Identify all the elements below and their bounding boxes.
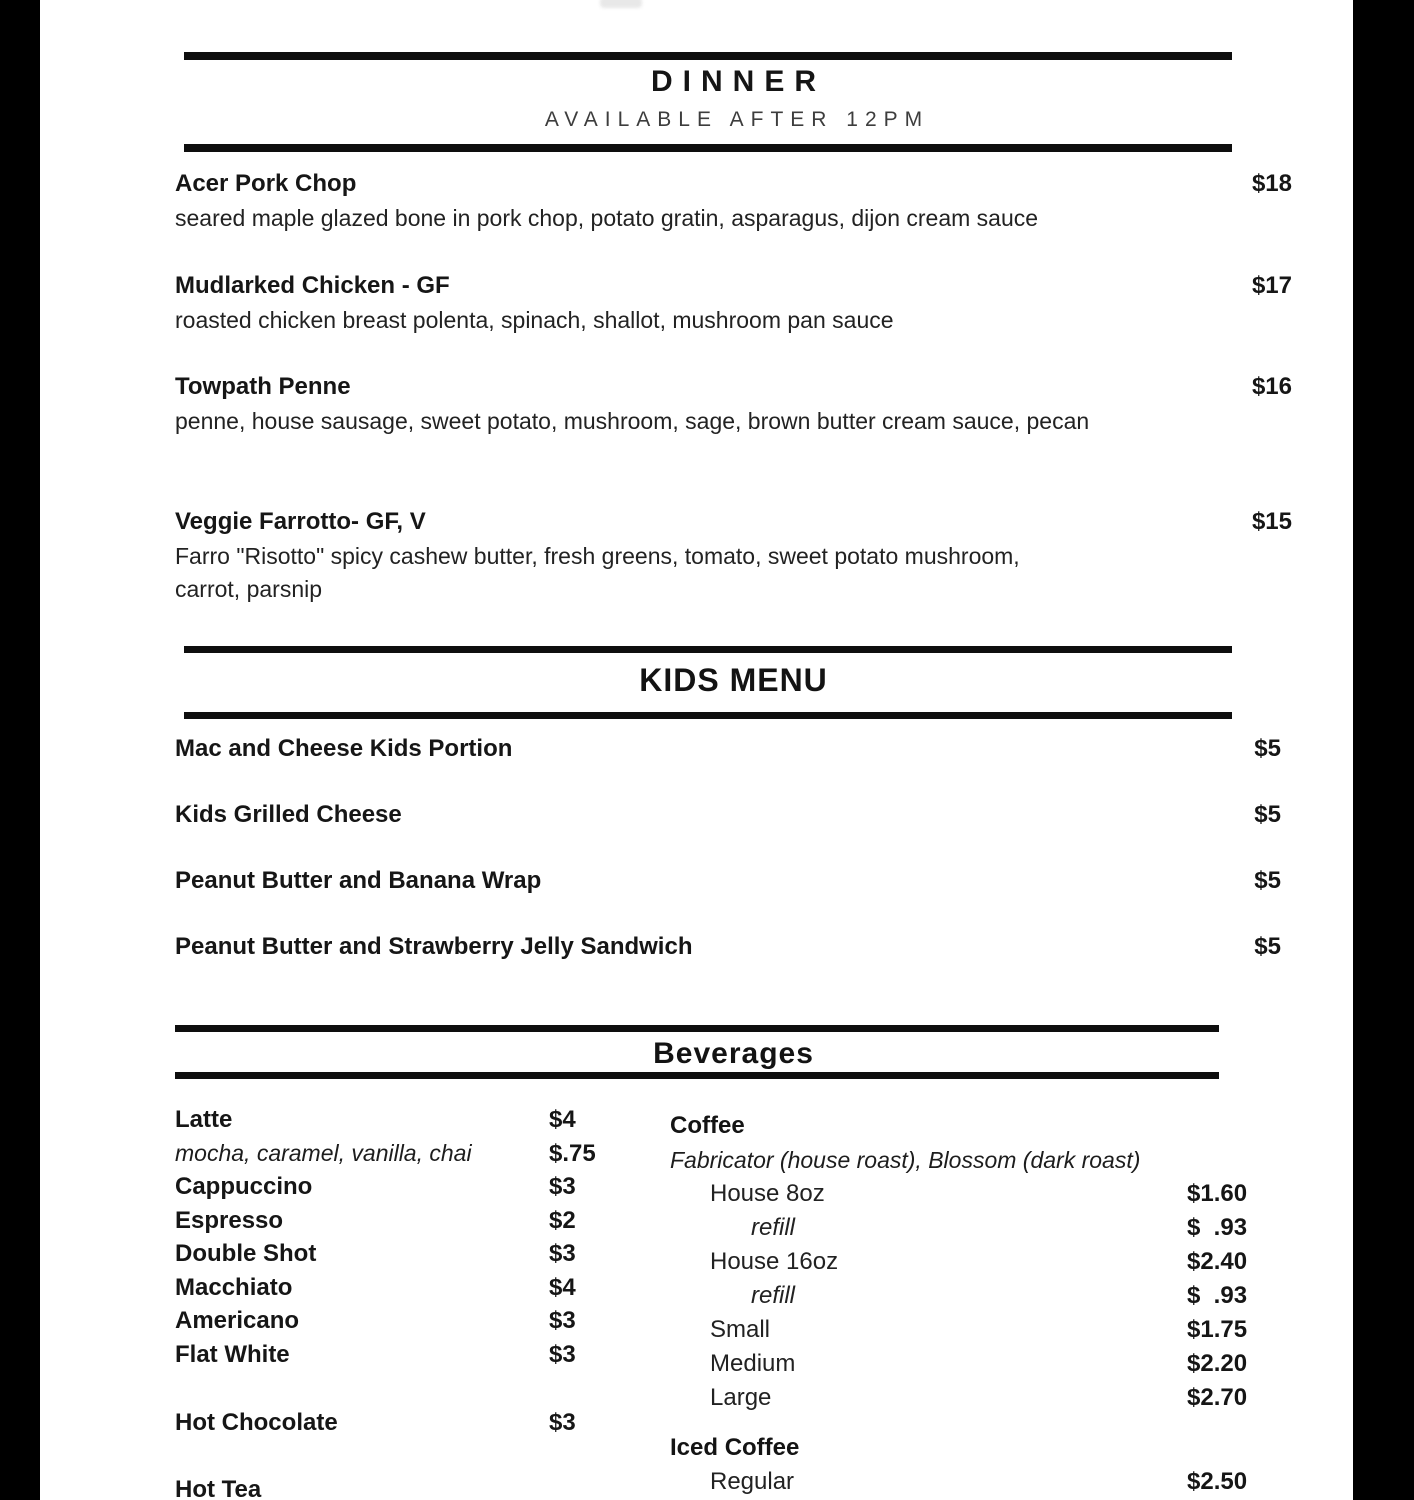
item-name: mocha, caramel, vanilla, chai	[175, 1139, 472, 1166]
item-name: refill	[751, 1214, 796, 1241]
item-name: Hot Chocolate	[175, 1409, 338, 1436]
beverages-left-column	[175, 1103, 645, 1500]
item-name: Americano	[175, 1307, 300, 1334]
iced-coffee-header: Iced Coffee	[670, 1434, 800, 1461]
item-price: $ .93	[1187, 1214, 1248, 1241]
item-price: $5	[1254, 801, 1281, 828]
dinner-subtitle: AVAILABLE AFTER 12PM	[544, 108, 930, 131]
divider-bar	[184, 646, 1232, 653]
item-price: $2.20	[1187, 1350, 1248, 1377]
kids-menu-title: KIDS MENU	[639, 662, 828, 698]
beverage-item-variants	[175, 1137, 645, 1171]
item-price: $2.50	[1187, 1468, 1248, 1495]
item-price: $2.70	[1187, 1384, 1248, 1411]
dinner-title: DINNER	[650, 65, 826, 98]
menu-item	[175, 371, 1292, 438]
item-description: Farro "Risotto" spicy cashew butter, fresh greens, tomato, sweet potato mushroom,	[175, 543, 1020, 569]
item-name: Double Shot	[175, 1240, 317, 1267]
item-price: $18	[1251, 170, 1292, 197]
coffee-item	[670, 1381, 1292, 1415]
item-name: refill	[751, 1282, 796, 1309]
coffee-item	[670, 1347, 1292, 1381]
item-price: $3	[549, 1340, 576, 1368]
beverage-item	[175, 1304, 645, 1338]
item-price: $4	[549, 1273, 576, 1301]
beverage-item	[175, 1338, 645, 1372]
coffee-item	[670, 1177, 1292, 1211]
divider-bar	[175, 1072, 1219, 1079]
item-description: penne, house sausage, sweet potato, mushroom, sage, brown butter cream sauce, pecan	[175, 408, 1090, 434]
item-price: $2	[549, 1206, 576, 1234]
beverage-item	[175, 1237, 645, 1271]
spacer	[175, 1440, 645, 1473]
item-price: $5	[1254, 735, 1281, 762]
menu-item	[175, 270, 1292, 337]
item-name: Regular	[710, 1468, 795, 1495]
item-name: Latte	[175, 1106, 233, 1133]
kids-section	[175, 646, 1292, 963]
item-name: Hot Tea	[175, 1475, 262, 1500]
item-price: $5	[1254, 933, 1281, 960]
item-price: $17	[1251, 272, 1292, 299]
item-name: House 8oz	[710, 1180, 825, 1207]
menu-item	[175, 506, 1292, 606]
iced-coffee-item	[670, 1465, 1292, 1499]
item-name: Peanut Butter and Strawberry Jelly Sandwich	[175, 933, 693, 960]
item-price: $.75	[549, 1139, 596, 1167]
item-price: $1.75	[1187, 1316, 1248, 1343]
beverages-section	[175, 1025, 1292, 1500]
beverages-right-column	[670, 1109, 1292, 1499]
divider-bar	[184, 52, 1232, 60]
dinner-section	[175, 52, 1292, 606]
coffee-item	[670, 1313, 1292, 1347]
kids-item	[175, 733, 1292, 765]
item-price: $4	[549, 1106, 576, 1133]
item-name: Mudlarked Chicken - GF	[175, 272, 450, 299]
menu-content	[175, 0, 1292, 1500]
kids-item	[175, 799, 1292, 831]
coffee-header: Coffee	[670, 1112, 745, 1139]
kids-item	[175, 931, 1292, 963]
item-price: $3	[549, 1240, 576, 1267]
coffee-item-refill	[670, 1211, 1292, 1245]
item-name: Mac and Cheese Kids Portion	[175, 735, 513, 762]
coffee-item-refill	[670, 1279, 1292, 1313]
item-description: roasted chicken breast polenta, spinach, shallot, mushroom pan sauce	[175, 307, 894, 333]
beverage-item	[175, 1473, 645, 1500]
item-price: $15	[1251, 508, 1292, 535]
divider-bar	[175, 1025, 1219, 1032]
item-price: $ .93	[1187, 1282, 1248, 1309]
beverages-columns	[175, 1079, 1292, 1500]
item-name: Large	[710, 1384, 772, 1411]
item-name: Espresso	[175, 1206, 284, 1234]
item-price: $1.60	[1187, 1180, 1248, 1207]
item-name: House 16oz	[710, 1248, 839, 1275]
item-name: Small	[710, 1316, 771, 1343]
coffee-roast-note: Fabricator (house roast), Blossom (dark roast)	[670, 1147, 1141, 1173]
beverage-item	[175, 1271, 645, 1305]
item-name: Acer Pork Chop	[175, 170, 357, 197]
beverage-item	[175, 1406, 645, 1440]
menu-page	[40, 0, 1353, 1500]
item-name: Flat White	[175, 1340, 290, 1368]
beverage-item	[175, 1103, 645, 1137]
divider-bar	[184, 712, 1232, 719]
beverage-item	[175, 1204, 645, 1238]
item-name: Towpath Penne	[175, 373, 351, 400]
item-name: Peanut Butter and Banana Wrap	[175, 867, 542, 894]
item-price: $3	[549, 1173, 576, 1200]
beverage-item	[175, 1170, 645, 1204]
item-name: Kids Grilled Cheese	[175, 801, 402, 828]
beverages-title: Beverages	[653, 1037, 814, 1070]
item-price: $3	[549, 1409, 576, 1436]
item-name: Medium	[710, 1350, 796, 1377]
item-name: Veggie Farrotto- GF, V	[175, 508, 426, 535]
item-name: Cappuccino	[175, 1173, 313, 1200]
menu-item	[175, 168, 1292, 235]
item-description: carrot, parsnip	[175, 576, 323, 602]
item-price: $2.40	[1187, 1248, 1248, 1275]
kids-item	[175, 865, 1292, 897]
item-price: $3	[549, 1307, 576, 1334]
item-price: $16	[1251, 373, 1292, 400]
coffee-item	[670, 1245, 1292, 1279]
item-description: seared maple glazed bone in pork chop, potato gratin, asparagus, dijon cream sauce	[175, 205, 1039, 231]
item-price: $5	[1254, 867, 1281, 894]
divider-bar	[184, 144, 1232, 152]
item-name: Macchiato	[175, 1273, 293, 1301]
spacer	[175, 1371, 645, 1406]
